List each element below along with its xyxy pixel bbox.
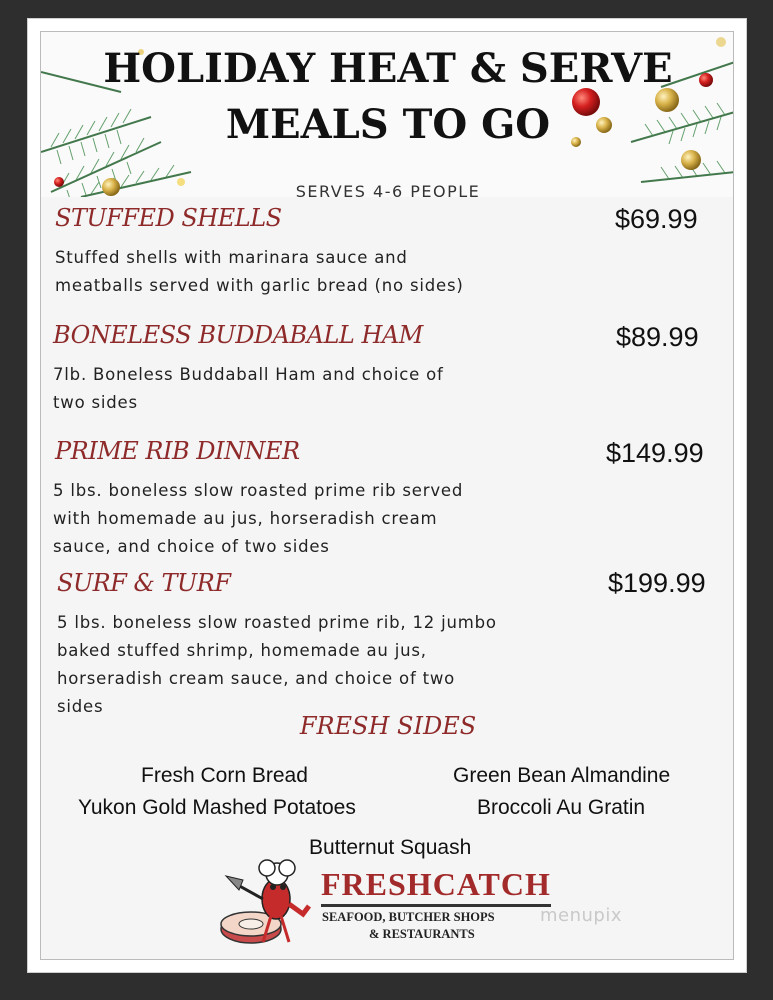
item-desc-prime-rib — [53, 477, 463, 561]
desc-line: with homemade au jus, horseradish cream — [53, 509, 438, 528]
lobster-chef-icon — [211, 854, 316, 954]
desc-line: two sides — [53, 393, 138, 412]
title-line-2: MEALS TO GO — [225, 101, 551, 148]
desc-line: baked stuffed shrimp, homemade au jus, — [57, 641, 427, 660]
item-name-stuffed-shells: STUFFED SHELLS — [55, 204, 282, 232]
item-desc-surf-turf — [57, 609, 497, 721]
menu-page — [40, 31, 734, 960]
item-price-boneless-ham: $89.99 — [616, 322, 699, 352]
item-price-stuffed-shells: $69.99 — [615, 204, 698, 234]
freshcatch-logo — [211, 854, 551, 954]
side-item: Green Bean Almandine — [453, 764, 671, 787]
desc-line: Stuffed shells with marinara sauce and — [55, 248, 408, 267]
desc-line: meatballs served with garlic bread (no sides) — [55, 276, 464, 295]
desc-line: horseradish cream sauce, and choice of two — [57, 669, 456, 688]
item-name-surf-turf: SURF & TURF — [57, 569, 231, 597]
holiday-header — [41, 32, 734, 197]
title-line-1: HOLIDAY HEAT & SERVE — [103, 45, 673, 92]
brand-name: FRESHCATCH — [321, 866, 551, 907]
side-item: Broccoli Au Gratin — [477, 796, 646, 819]
menu-frame — [27, 18, 747, 973]
brand-subtitle-1: SEAFOOD, BUTCHER SHOPS — [322, 910, 495, 924]
item-desc-boneless-ham — [53, 361, 444, 417]
desc-line: sides — [57, 697, 104, 716]
menupix-watermark: menupix — [540, 905, 623, 926]
desc-line: 5 lbs. boneless slow roasted prime rib, 12 jumbo — [57, 613, 497, 632]
item-name-boneless-ham: BONELESS BUDDABALL HAM — [53, 321, 423, 349]
desc-line: 5 lbs. boneless slow roasted prime rib served — [53, 481, 464, 500]
desc-line: 7lb. Boneless Buddaball Ham and choice of — [53, 365, 444, 384]
side-item: Fresh Corn Bread — [141, 764, 308, 787]
brand-subtitle-2: & RESTAURANTS — [369, 927, 475, 941]
serves-note: SERVES 4-6 PEOPLE — [295, 182, 481, 201]
side-item: Yukon Gold Mashed Potatoes — [78, 796, 356, 819]
sides-title: FRESH SIDES — [299, 712, 477, 740]
item-name-prime-rib: PRIME RIB DINNER — [55, 437, 300, 465]
item-price-prime-rib: $149.99 — [606, 438, 704, 468]
side-item: Butternut Squash — [309, 836, 472, 859]
desc-line: sauce, and choice of two sides — [53, 537, 330, 556]
item-desc-stuffed-shells — [55, 244, 464, 300]
item-price-surf-turf: $199.99 — [608, 568, 706, 598]
